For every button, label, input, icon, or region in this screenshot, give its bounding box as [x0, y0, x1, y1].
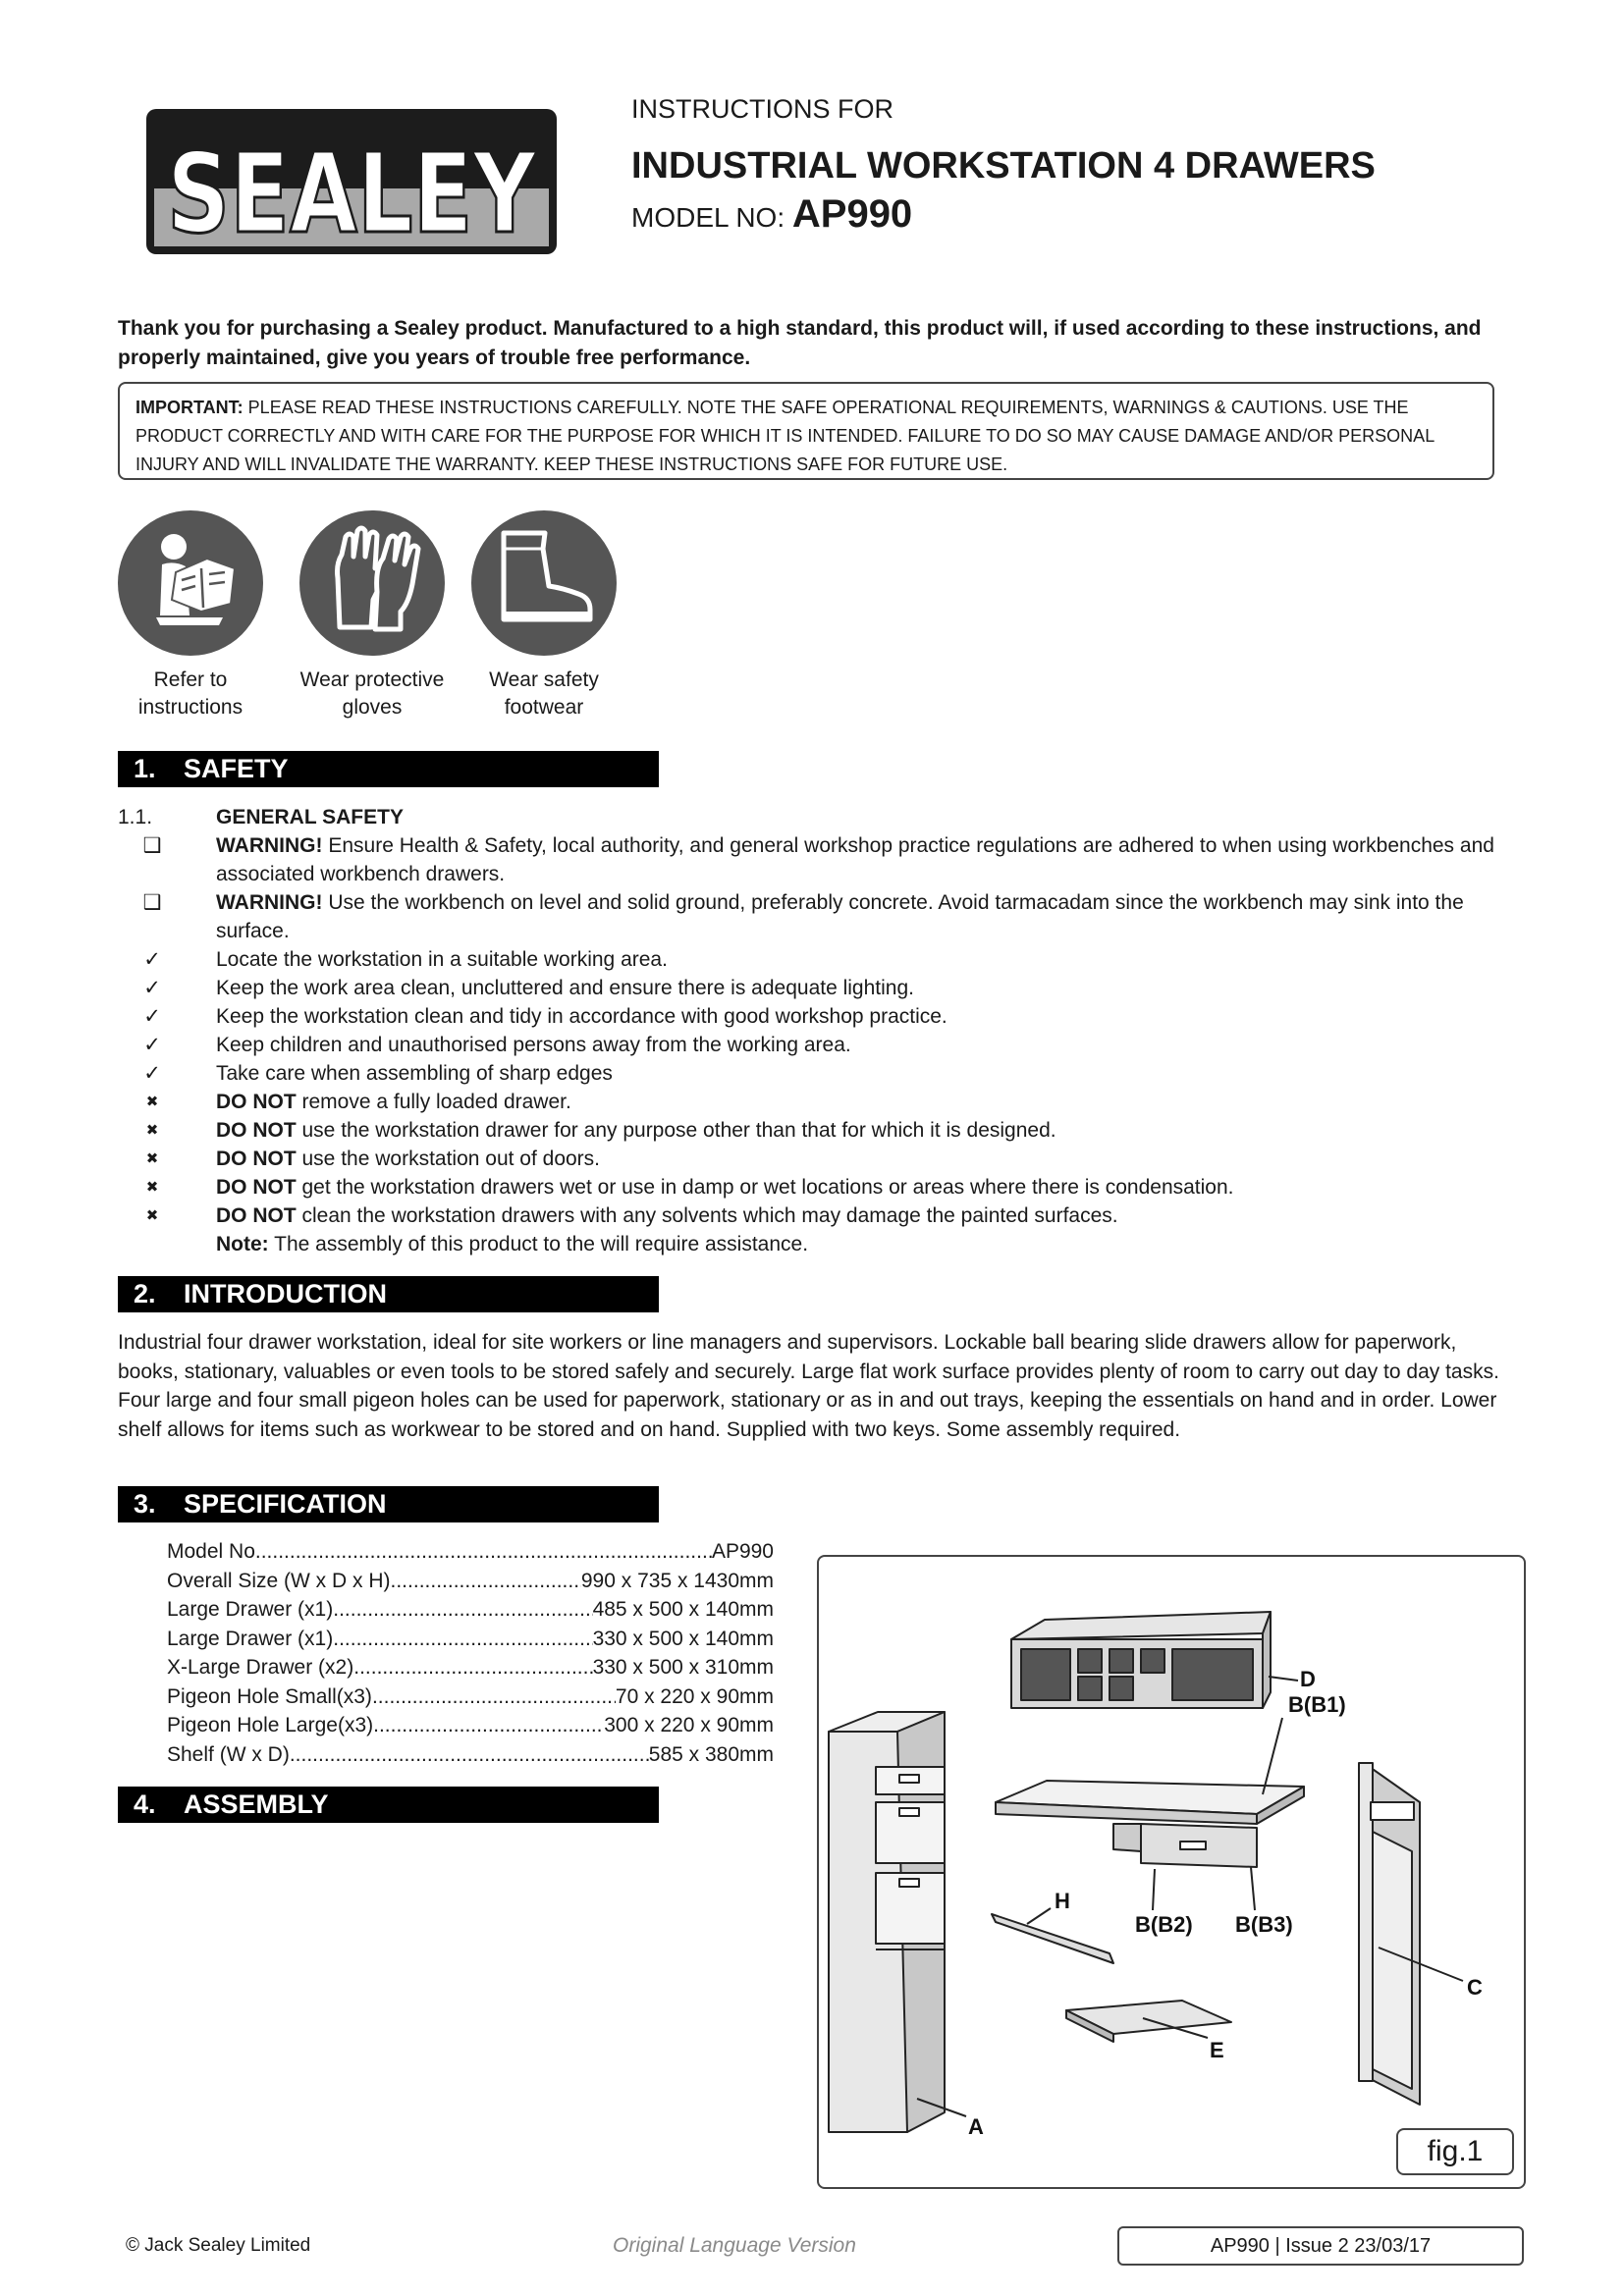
safety-footwear-icon	[470, 509, 618, 657]
part-label-b2: B(B2)	[1135, 1912, 1193, 1937]
side-panel	[1359, 1763, 1420, 2105]
refer-caption-2: instructions	[137, 696, 244, 719]
section-specification-header	[118, 1486, 659, 1522]
protective-gloves-icon	[298, 509, 446, 657]
cross-icon: ✖	[145, 1094, 159, 1110]
part-label-e: E	[1210, 2038, 1224, 2062]
part-label-b3: B(B3)	[1235, 1912, 1293, 1937]
cross-icon: ✖	[145, 1207, 159, 1224]
list-item: ✓ Keep the workstation clean and tidy in accordance with good workshop practice.	[118, 1002, 1532, 1031]
section-title: INTRODUCTION	[184, 1279, 387, 1308]
list-item: ✓ Locate the workstation in a suitable working area.	[118, 945, 1532, 974]
introduction-text: Industrial four drawer workstation, ideal for site workers or line managers and supervisors. Lockable ball bearing slide drawers allow for paperwork, books, stationary, valuables or even tools to be stored safely and securely. Large flat work surface provides plenty of room to carry out day to day tasks. Four large and four small pigeon holes can be used for paperwork, stationary or as in and out trays, keeping the essentials on hand and in order. Lower shelf allows for items such as workwear to be stored and on hand. Supplied with two keys. Some assembly required.	[118, 1331, 1499, 1441]
part-label-h: H	[1055, 1889, 1070, 1913]
part-label-a: A	[968, 2114, 984, 2139]
refer-caption-1: Refer to	[153, 668, 228, 691]
safety-icon-gloves	[284, 509, 460, 721]
footwear-caption-1: Wear safety	[489, 668, 599, 691]
gloves-caption-2: gloves	[342, 696, 403, 719]
subsection-title: GENERAL SAFETY	[216, 806, 404, 828]
instructions-for-label: INSTRUCTIONS FOR	[631, 94, 893, 124]
svg-text:SEALEY: SEALEY	[167, 131, 538, 257]
check-icon: ✓	[143, 1062, 161, 1085]
thank-you-note: Thank you for purchasing a Sealey product. Manufactured to a high standard, this product will, if used according to these instructions, and properly maintained, give you years of trouble free performance.	[118, 317, 1482, 369]
figure-label: fig.1	[1396, 2128, 1514, 2175]
specification-list	[167, 1537, 774, 1769]
safety-list	[118, 803, 1532, 1258]
check-icon: ✓	[143, 948, 161, 971]
checkbox-icon: ❑	[142, 834, 162, 857]
spec-row: X-Large Drawer (x2) ..... 330 x 500 x 310mm	[167, 1653, 774, 1682]
list-item: ✖ DO NOT remove a fully loaded drawer.	[118, 1088, 1532, 1116]
support-bracket	[992, 1914, 1113, 1963]
exploded-workstation-diagram	[819, 1557, 1524, 2187]
original-language-note: Original Language Version	[613, 2234, 856, 2257]
footwear-caption-2: footwear	[504, 696, 584, 719]
model-line	[631, 192, 912, 237]
check-icon: ✓	[143, 1034, 161, 1056]
list-item: ✖ DO NOT clean the workstation drawers with any solvents which may damage the painted surfaces.	[118, 1201, 1532, 1230]
gloves-caption-1: Wear protective	[299, 668, 445, 691]
desk-top	[996, 1781, 1304, 1867]
sealey-logo	[143, 106, 560, 257]
section-number: 1.	[134, 754, 156, 783]
important-label: IMPORTANT:	[135, 398, 244, 417]
model-number: AP990	[791, 192, 913, 236]
important-text: PLEASE READ THESE INSTRUCTIONS CAREFULLY. NOTE THE SAFE OPERATIONAL REQUIREMENTS, WARNINGS & CAUTIONS. USE THE PRODUCT CORRECTLY AND WITH CARE FOR THE PURPOSE FOR WHICH IT IS INTENDED. FAILURE TO DO SO MAY CAUSE DAMAGE AND/OR PERSONAL INJURY AND WILL INVALIDATE THE WARRANTY. KEEP THESE INSTRUCTIONS SAFE FOR FUTURE USE.	[135, 398, 1435, 474]
issue-info: AP990 | Issue 2 23/03/17	[1117, 2226, 1524, 2266]
check-icon: ✓	[143, 977, 161, 999]
spec-row: Shelf (W x D) ..... 585 x 380mm	[167, 1740, 774, 1770]
section-title: SPECIFICATION	[184, 1489, 387, 1519]
safety-icon-refer	[102, 509, 279, 721]
section-safety-header	[118, 751, 659, 787]
list-item: ✓ Keep the work area clean, uncluttered and ensure there is adequate lighting.	[118, 974, 1532, 1002]
section-number: 4.	[134, 1789, 156, 1819]
cross-icon: ✖	[145, 1179, 159, 1196]
cross-icon: ✖	[145, 1150, 159, 1167]
assembly-figure	[817, 1555, 1526, 2189]
part-label-b1: B(B1)	[1288, 1692, 1346, 1717]
cross-icon: ✖	[145, 1122, 159, 1139]
pigeon-hole-unit	[1011, 1612, 1271, 1708]
list-item: ✖ DO NOT use the workstation out of doors.	[118, 1145, 1532, 1173]
list-item: ❑ WARNING! Ensure Health & Safety, local authority, and general workshop practice regulations are adhered to when using workbenches and associated workbench drawers.	[118, 831, 1532, 888]
refer-to-instructions-icon	[117, 509, 264, 657]
section-assembly-header	[118, 1787, 659, 1823]
list-item: ✓ Keep children and unauthorised persons away from the working area.	[118, 1031, 1532, 1059]
section-number: 2.	[134, 1279, 156, 1308]
spec-row: Large Drawer (x1) ..... 330 x 500 x 140mm	[167, 1625, 774, 1654]
pedestal-cabinet	[829, 1712, 945, 2132]
list-item: ✖ DO NOT get the workstation drawers wet or use in damp or wet locations or areas where there is condensation.	[118, 1173, 1532, 1201]
important-notice	[118, 382, 1494, 480]
checkbox-icon: ❑	[142, 891, 162, 914]
copyright-notice: © Jack Sealey Limited	[126, 2235, 311, 2256]
spec-row: Overall Size (W x D x H) ..... 990 x 735 x 1430mm	[167, 1567, 774, 1596]
safety-icon-footwear	[456, 509, 632, 721]
part-label-d: D	[1300, 1667, 1316, 1691]
spec-row: Pigeon Hole Large(x3) ..... 300 x 220 x 90mm	[167, 1711, 774, 1740]
list-item: ✓ Take care when assembling of sharp edges	[118, 1059, 1532, 1088]
list-item: ✖ DO NOT use the workstation drawer for any purpose other than that for which it is designed.	[118, 1116, 1532, 1145]
product-title: INDUSTRIAL WORKSTATION 4 DRAWERS	[631, 145, 1376, 187]
list-item: ❑ WARNING! Use the workbench on level and solid ground, preferably concrete. Avoid tarmacadam since the workbench may sink into the surface.	[118, 888, 1532, 945]
section-number: 3.	[134, 1489, 156, 1519]
section-title: ASSEMBLY	[184, 1789, 329, 1819]
subsection-number: 1.1.	[118, 806, 153, 828]
model-label: MODEL NO:	[631, 202, 785, 233]
spec-row: Model No. ..... AP990	[167, 1537, 774, 1567]
section-title: SAFETY	[184, 754, 289, 783]
section-introduction-header	[118, 1276, 659, 1312]
check-icon: ✓	[143, 1005, 161, 1028]
spec-row: Pigeon Hole Small(x3) ..... 70 x 220 x 90mm	[167, 1682, 774, 1712]
part-label-c: C	[1467, 1975, 1483, 2000]
spec-row: Large Drawer (x1) ..... 485 x 500 x 140mm	[167, 1595, 774, 1625]
safety-subheading	[118, 803, 1532, 831]
note-item: Note: The assembly of this product to the will require assistance.	[216, 1233, 809, 1255]
